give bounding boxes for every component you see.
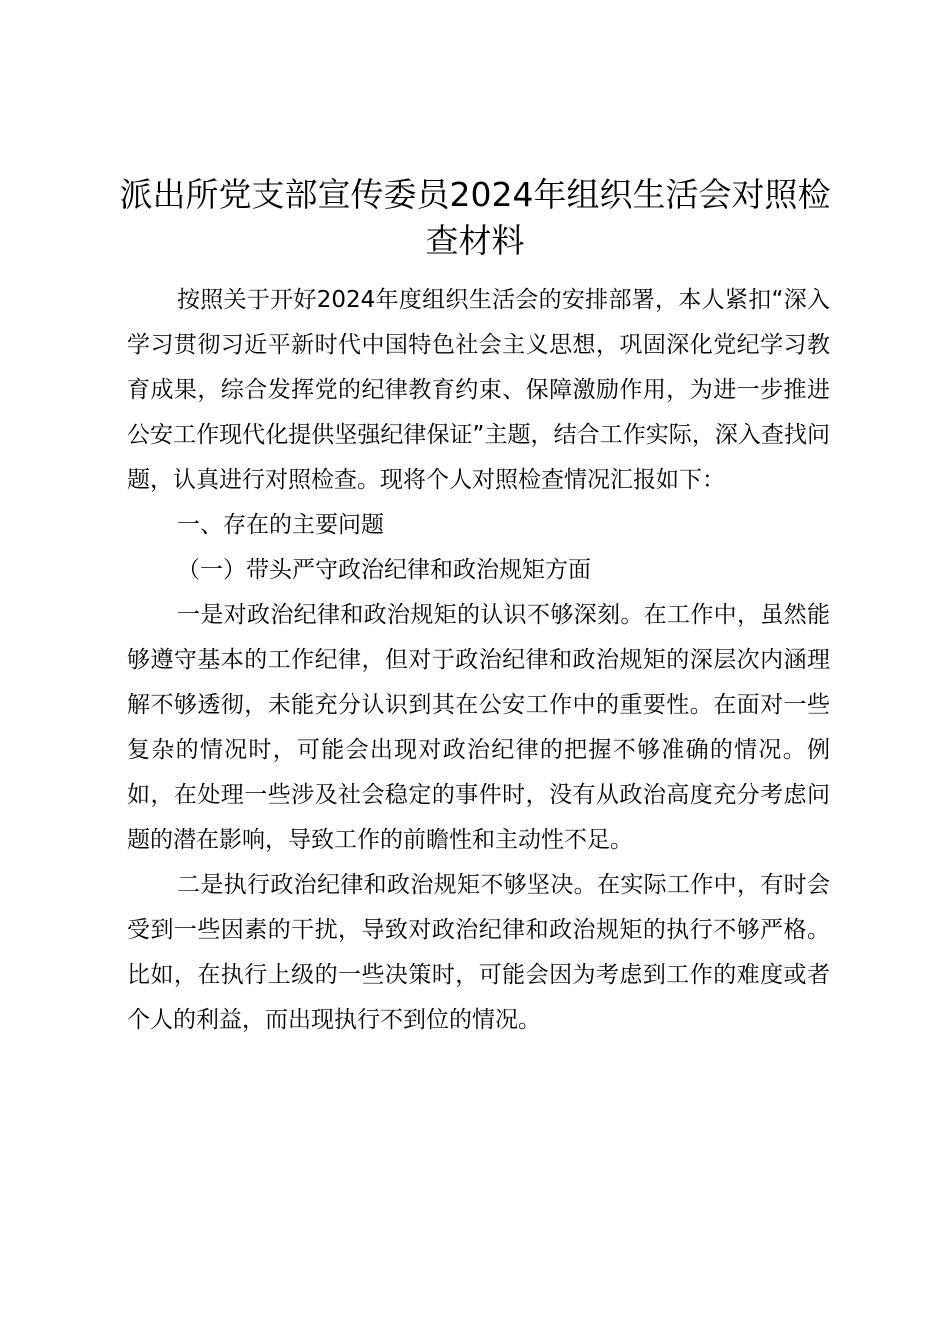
section-heading: 一、存在的主要问题 — [177, 512, 384, 538]
body-paragraph: 二是执行政治纪律和政治规矩不够坚决。在实际工作中，有时会受到一些因素的干扰，导致对政治纪律和政治规矩的执行不够严格。比如，在执行上级的一些决策时，可能会因为考虑到工作的难度或者个人的利益，而出现执行不到位的情况。 — [127, 872, 830, 1033]
body-paragraph: 一是对政治纪律和政治规矩的认识不够深刻。在工作中，虽然能够遵守基本的工作纪律，但对于政治纪律和政治规矩的深层次内涵理解不够透彻，未能充分认识到其在公安工作中的重要性。在面对一些复杂的情况时，可能会出现对政治纪律的把握不够准确的情况。例如，在处理一些涉及社会稳定的事件时，没有从政治高度充分考虑问题的潜在影响，导致工作的前瞻性和主动性不足。 — [127, 602, 830, 853]
intro-paragraph: 按照关于开好2024年度组织生活会的安排部署，本人紧扣“深入学习贯彻习近平新时代中国特色社会主义思想，巩固深化党纪学习教育成果，综合发挥党的纪律教育约束、保障激励作用，为进一步推进公安工作现代化提供坚强纪律保证”主题，结合工作实际，深入查找问题，认真进行对照检查。现将个人对照检查情况汇报如下： — [127, 287, 830, 493]
document-body — [127, 278, 830, 1043]
document-title: 派出所党支部宣传委员2024年组织生活会对照检查材料 — [119, 175, 831, 260]
subsection-heading: （一）带头严守政治纪律和政治规矩方面 — [177, 557, 591, 583]
